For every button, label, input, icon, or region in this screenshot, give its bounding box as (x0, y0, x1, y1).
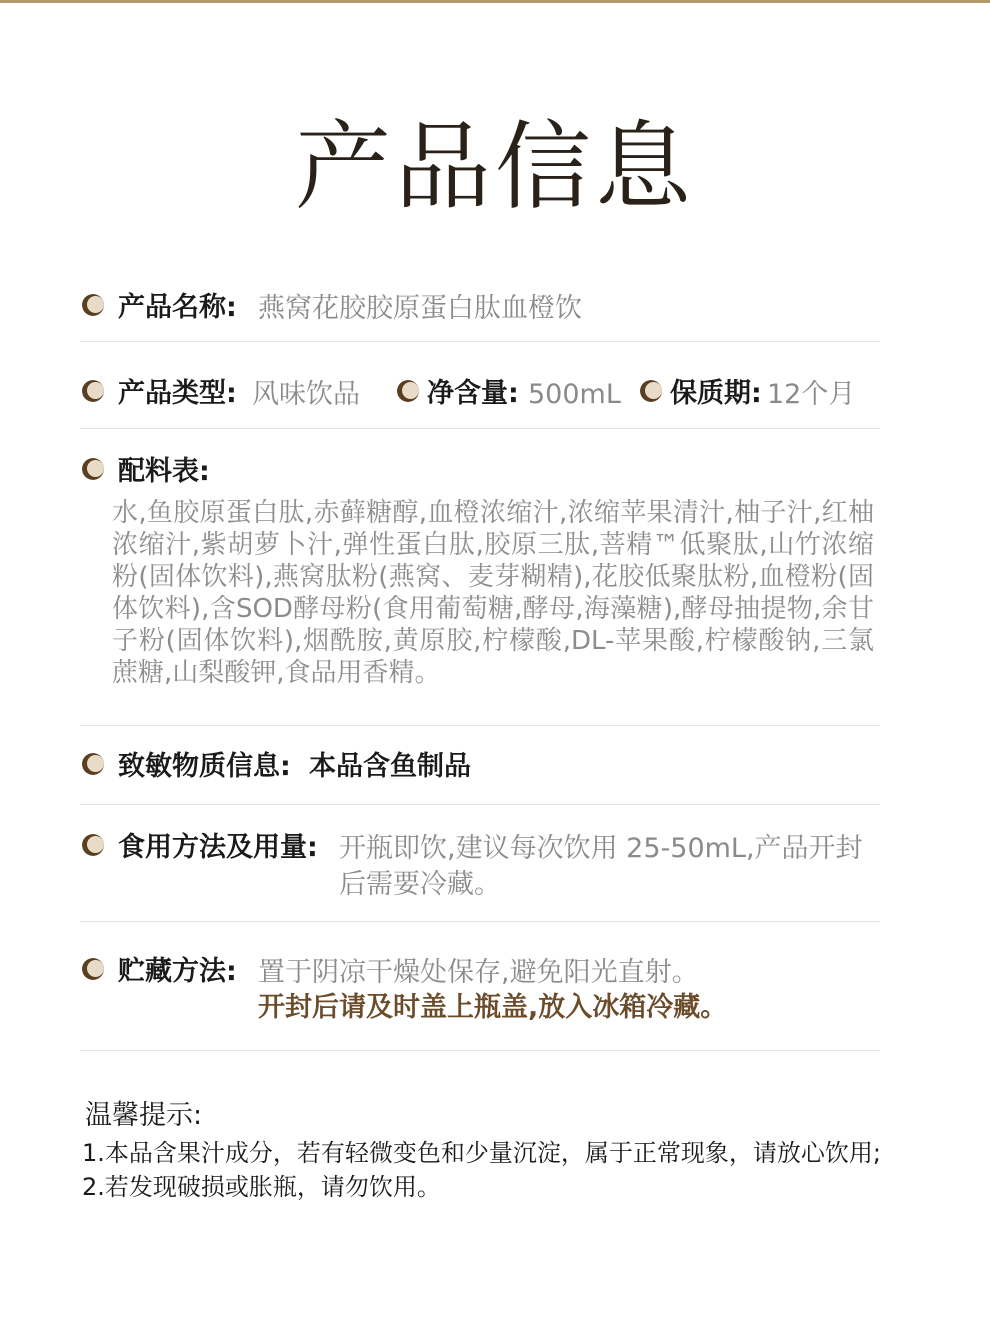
product-name-value: 燕窝花胶胶原蛋白肽血橙饮 (258, 293, 582, 324)
tips-line: 2.若发现破损或胀瓶，请勿饮用。 (82, 1173, 441, 1201)
page-title: 产品信息 (295, 111, 695, 223)
divider (80, 341, 880, 342)
bullet-icon (82, 294, 104, 316)
tips-line: 1.本品含果汁成分，若有轻微变色和少量沉淀，属于正常现象，请放心饮用; (82, 1139, 881, 1167)
bullet-icon (82, 458, 104, 480)
divider (80, 921, 880, 922)
product-type-label: 产品类型: (118, 378, 237, 409)
net-content-value: 500mL (528, 379, 621, 410)
storage-label: 贮藏方法: (118, 956, 237, 987)
top-border (0, 0, 990, 3)
allergen-label: 致敏物质信息: (118, 751, 291, 782)
shelf-life-value: 12个月 (767, 379, 856, 410)
product-name-label: 产品名称: (118, 292, 237, 323)
storage-highlight: 开封后请及时盖上瓶盖,放入冰箱冷藏。 (258, 992, 728, 1023)
bullet-icon (82, 958, 104, 980)
product-type-value: 风味饮品 (252, 379, 360, 410)
shelf-life-label: 保质期: (670, 378, 762, 409)
bullet-icon (397, 380, 419, 402)
usage-value: 开瓶即饮,建议每次饮用 25-50mL,产品开封后需要冷藏。 (339, 833, 863, 900)
divider (80, 725, 880, 726)
net-content-label: 净含量: (427, 378, 519, 409)
ingredients-label: 配料表: (118, 456, 210, 487)
bullet-icon (640, 380, 662, 402)
divider (80, 428, 880, 429)
bullet-icon (82, 834, 104, 856)
divider (80, 1050, 880, 1051)
usage-label: 食用方法及用量: (118, 832, 318, 863)
bullet-icon (82, 753, 104, 775)
bullet-icon (82, 380, 104, 402)
divider (80, 804, 880, 805)
allergen-value: 本品含鱼制品 (309, 751, 471, 782)
ingredients-list: 水,鱼胶原蛋白肽,赤藓糖醇,血橙浓缩汁,浓缩苹果清汁,柚子汁,红柚浓缩汁,紫胡萝卜汁,弹性蛋白肽,胶原三肽,菩精™低聚肽,山竹浓缩粉(固体饮料),燕窝肽粉(燕窝、麦芽糊精),花胶低聚肽粉,血橙粉(固体饮料),含SOD酵母粉(食用葡萄糖,酵母,海藻糖),酵母抽提物,余甘子粉(固体饮料),烟酰胺,黄原胶,柠檬酸,DL-苹果酸,柠檬酸钠,三氯蔗糖,山梨酸钾,食品用香精。 (112, 498, 874, 688)
storage-value: 置于阴凉干燥处保存,避免阳光直射。 (258, 957, 699, 988)
tips-title: 温馨提示: (85, 1100, 203, 1131)
